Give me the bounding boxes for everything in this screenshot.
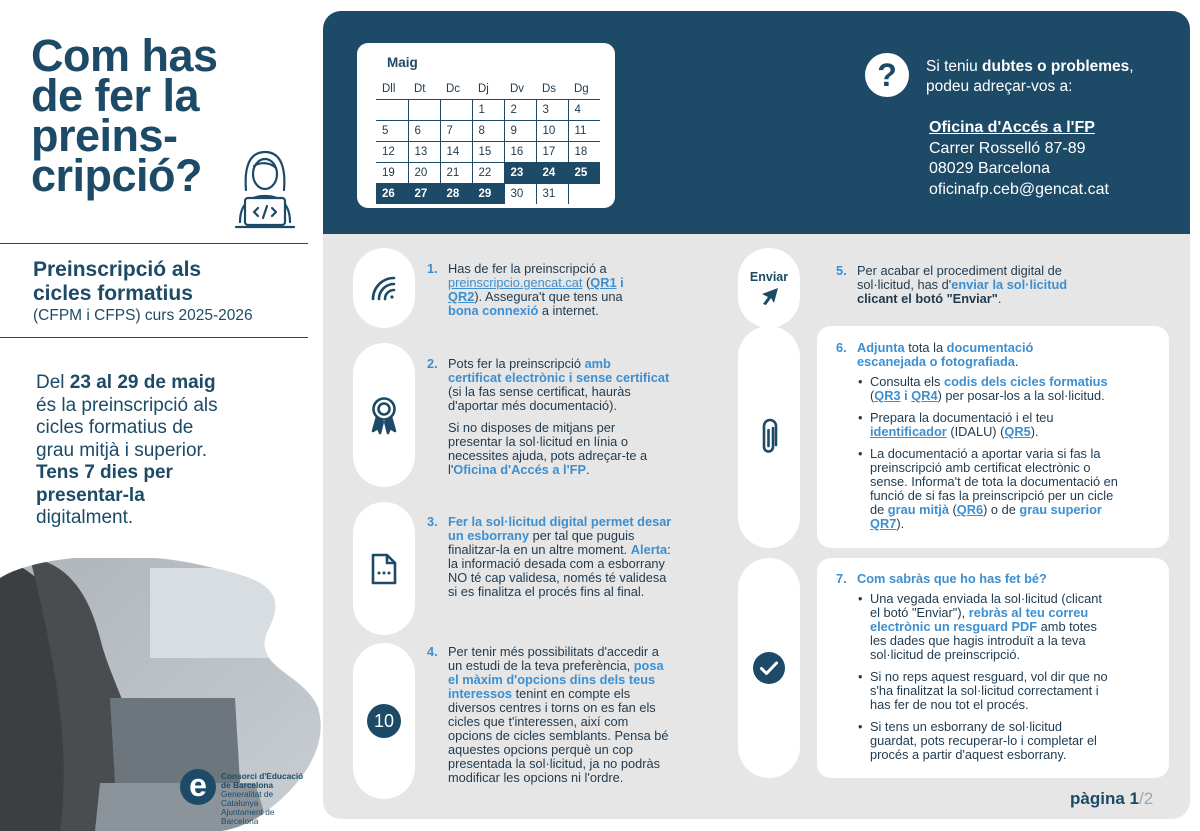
divider — [0, 243, 308, 244]
help-text: Si teniu dubtes o problemes, podeu adreçar-vos a: — [926, 58, 1134, 95]
list-item: • Si tens un esborrany de sol·licitud guardat, pots recuperar-lo i completar el procés a partir d'aquest esborrany. — [857, 720, 1157, 762]
weekday-header: Dg — [574, 82, 589, 95]
step-6-pill — [738, 326, 800, 548]
dates-text: Del 23 al 29 de maig és la preinscripció als cicles formatius de grau mitjà i superior. Tens 7 dies per presentar-la digitalment. — [36, 372, 218, 528]
calendar-day: 10 — [536, 120, 568, 141]
calendar-day: 15 — [472, 141, 504, 162]
title-line: de fer la — [31, 70, 200, 121]
draft-document-icon — [370, 552, 398, 586]
paperclip-icon — [759, 418, 779, 456]
calendar-day: 30 — [504, 183, 536, 204]
title-line: cripció? — [31, 150, 203, 201]
qr6-link[interactable]: QR6 — [956, 502, 984, 517]
step-1-pill — [353, 248, 415, 328]
calendar-day — [408, 99, 440, 120]
office-street: Carrer Rosselló 87-89 — [929, 139, 1086, 157]
title-line: Com has — [31, 30, 218, 81]
calendar-day: 27 — [408, 183, 440, 204]
step-5-pill — [738, 248, 800, 328]
list-item: • Consulta els codis dels cicles formatius (QR3 i QR4) per posar-los a la sol·licitud. — [857, 375, 1157, 403]
step-6: 6. Adjunta tota la documentació escanejada o fotografiada. • Consulta els codis dels cicles formatius (QR3 i QR4) per posar-los a la sol·licitud. • Prepara la documentació i el teu identificador (IDALU) (QR5). • La documentació a aportar varia si fas la preinscripció amb certificat electrònic o sense. Informa't de tota la documentació en funció de si fas la preinscripció per un cicle de grau mitjà (QR6) o de grau superior QR7). — [857, 341, 1157, 539]
step-3-pill — [353, 502, 415, 635]
calendar-day: 8 — [472, 120, 504, 141]
calendar-day: 3 — [536, 99, 568, 120]
calendar-day: 24 — [536, 162, 568, 183]
wifi-icon — [370, 275, 398, 301]
calendar-day: 25 — [568, 162, 600, 183]
office-email[interactable]: oficinafp.ceb@gencat.cat — [929, 180, 1109, 198]
step-2-pill — [353, 343, 415, 487]
weekday-header: Dt — [414, 82, 426, 95]
calendar-day: 2 — [504, 99, 536, 120]
list-item: • Prepara la documentació i el teu identificador (IDALU) (QR5). — [857, 411, 1157, 439]
calendar-day: 20 — [408, 162, 440, 183]
page-number: pàgina 1/2 — [1070, 789, 1154, 808]
calendar-day: 6 — [408, 120, 440, 141]
calendar-day: 28 — [440, 183, 472, 204]
page-title — [31, 30, 218, 201]
divider — [0, 337, 308, 338]
weekday-header: Dv — [510, 82, 525, 95]
calendar-day: 7 — [440, 120, 472, 141]
office-link[interactable]: Oficina d'Accés a l'FP — [453, 462, 586, 477]
weekday-header: Dll — [382, 82, 396, 95]
weekday-header: Dc — [446, 82, 461, 95]
step-5: 5. Per acabar el procediment digital de sol·licitud, has d'enviar la sol·licitud clicant el botó "Enviar". — [836, 263, 1068, 306]
calendar-day: 26 — [376, 183, 408, 204]
calendar-day: 12 — [376, 141, 408, 162]
calendar-day: 31 — [536, 183, 568, 204]
calendar-day: 14 — [440, 141, 472, 162]
step-7: 7. Com sabràs que ho has fet bé? • Una vegada enviada la sol·licitud (clicant el botó "Enviar"), rebràs al teu correu electrònic un resguard PDF amb totes les dades que hagis introduït a la teva sol·licitud de preinscripció. • Si no reps aquest resguard, vol dir que no s'ha finalitzat la sol·licitud correctament i has fer de nou tot el procés. • Si tens un esborrany de sol·licitud guardat, pots recuperar-lo i completar el procés a partir d'aquest esborrany. — [857, 572, 1157, 770]
subtitle: Preinscripció als cicles formatius — [33, 258, 202, 305]
list-item: • La documentació a aportar varia si fas la preinscripció amb certificat electrònic o sense. Informa't de tota la documentació en funció de si fas la preinscripció per un cicle de grau mitjà (QR6) o de grau superior QR7). — [857, 447, 1157, 531]
office-city: 08029 Barcelona — [929, 160, 1050, 177]
course-year: (CFPM i CFPS) curs 2025-2026 — [33, 307, 253, 324]
info-panel — [323, 11, 1190, 819]
step-1: 1. Has de fer la preinscripció a preinscripcio.gencat.cat (QR1 i QR2). Assegura't que tens una bona connexió a internet. — [427, 261, 624, 318]
calendar-day: 4 — [568, 99, 600, 120]
step-4: 4. Per tenir més possibilitats d'accedir a un estudi de la teva preferència, posa el màxim d'opcions dins dels teus interessos tenint en compte els diversos centres i torns on es fan els cicles que t'interessen, així com opcions de cicles semblants. Pensa bé aquestes opcions perquè un cop presentada la sol·licitud, ja no podràs modificar les opcions ni l'ordre. — [427, 644, 669, 785]
calendar-day — [440, 99, 472, 120]
title-line: preins- — [31, 110, 178, 161]
calendar-day: 5 — [376, 120, 408, 141]
qr1-link[interactable]: QR1 — [590, 275, 617, 290]
office-contact — [929, 118, 1109, 200]
qr4-link[interactable]: QR4 — [911, 388, 938, 403]
qr3-link[interactable]: QR3 — [874, 388, 901, 403]
step-7-pill — [738, 558, 800, 778]
calendar-day: 21 — [440, 162, 472, 183]
calendar-day: 19 — [376, 162, 408, 183]
calendar-day: 22 — [472, 162, 504, 183]
cursor-arrow-icon — [760, 286, 780, 306]
list-item: • Una vegada enviada la sol·licitud (clicant el botó "Enviar"), rebràs al teu correu electrònic un resguard PDF amb totes les dades que hagis introduït a la teva sol·licitud de preinscripció. — [857, 592, 1157, 662]
calendar-day: 29 — [472, 183, 504, 204]
step-3: 3. Fer la sol·licitud digital permet desar un esborrany per tal que puguis finalitzar-la en un altre moment. Alerta: la informació desada com a esborrany NO té cap validesa, només té validesa si es finalitza el procés fins al final. — [427, 514, 672, 599]
person-laptop-icon — [232, 146, 298, 232]
calendar-day: 1 — [472, 99, 504, 120]
calendar-day: 11 — [568, 120, 600, 141]
calendar — [357, 43, 615, 208]
enviar-label: Enviar — [749, 270, 789, 284]
weekday-header: Dj — [478, 82, 489, 95]
qr2-link[interactable]: QR2 — [448, 289, 475, 304]
calendar-day: 18 — [568, 141, 600, 162]
gencat-link[interactable]: preinscripcio.gencat.cat — [448, 275, 583, 290]
step-2: 2. Pots fer la preinscripció amb certificat electrònic i sense certificat (si la fas sense certificat, hauràs d'aportar més documentació). Si no disposes de mitjans per presentar la sol·licitud en línia o necessites ajuda, pots adreçar-te a l'Oficina d'Accés a l'FP. — [427, 356, 670, 477]
certificate-icon — [369, 395, 399, 435]
check-circle-icon — [752, 651, 786, 685]
step-4-pill — [353, 643, 415, 799]
office-name[interactable]: Oficina d'Accés a l'FP — [929, 119, 1095, 136]
qr7-link[interactable]: QR7 — [870, 516, 897, 531]
question-icon: ? — [865, 53, 909, 97]
weekday-header: Ds — [542, 82, 557, 95]
calendar-day: 16 — [504, 141, 536, 162]
calendar-day: 17 — [536, 141, 568, 162]
ten-options-icon: 10 — [367, 704, 401, 738]
calendar-day — [568, 183, 600, 204]
calendar-month: Maig — [387, 55, 418, 70]
calendar-grid — [376, 79, 600, 204]
calendar-day: 9 — [504, 120, 536, 141]
consorci-logo: e Consorci d'Educació de Barcelona Generalitat de Catalunya Ajuntament de Barcelona — [180, 765, 310, 811]
qr5-link[interactable]: QR5 — [1004, 424, 1031, 439]
calendar-day: 13 — [408, 141, 440, 162]
calendar-day: 23 — [504, 162, 536, 183]
list-item: • Si no reps aquest resguard, vol dir que no s'ha finalitzat la sol·licitud correctament i has fer de nou tot el procés. — [857, 670, 1157, 712]
calendar-day — [376, 99, 408, 120]
